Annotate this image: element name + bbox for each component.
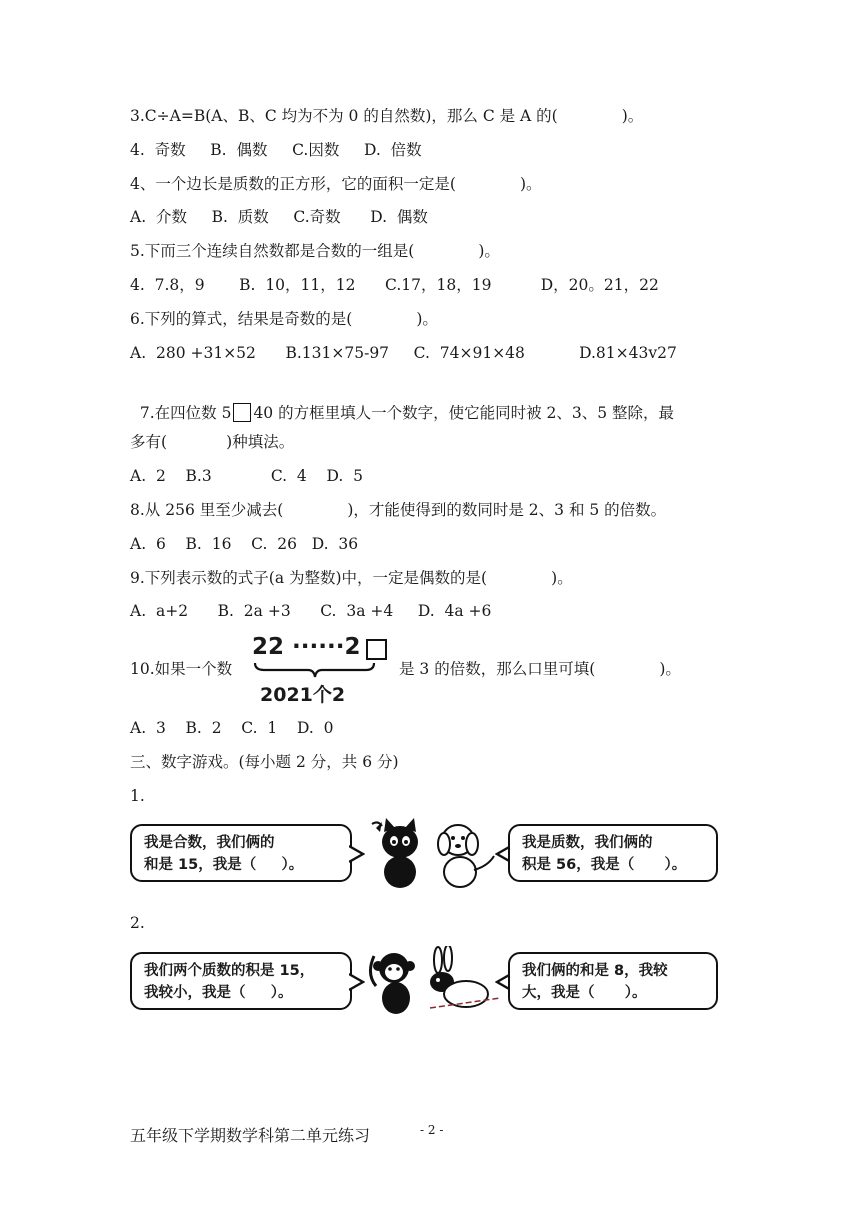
page-number: - 2 - xyxy=(420,1123,444,1137)
bubble-tail-left-2 xyxy=(349,972,365,992)
question-8: 8.从 256 里至少减去( )，才能使得到的数同时是 2、3 和 5 的倍数。 xyxy=(130,501,667,519)
question-7-part-a: 7.在四位数 5 xyxy=(139,404,232,422)
game-panel-1 xyxy=(130,818,718,890)
question-6: 6.下列的算式，结果是奇数的是( )。 xyxy=(130,310,438,328)
question-9-options: A. a+2 B. 2a +3 C. 3a +4 D. 4a +6 xyxy=(130,602,492,620)
question-7-continued: 多有( )种填法。 xyxy=(130,433,295,451)
question-3: 3.C÷A=B(A、B、C 均为不为 0 的自然数)，那么 C 是 A 的( )。 xyxy=(130,107,644,125)
bubble-tail-left xyxy=(349,844,365,864)
question-7-part-b: 40 的方框里填人一个数字，使它能同时被 2、3、5 整除，最 xyxy=(253,404,675,422)
item-2-label: 2. xyxy=(130,914,145,932)
question-8-options: A. 6 B. 16 C. 26 D. 36 xyxy=(130,535,359,553)
expression-count: 2021个2 xyxy=(260,684,346,706)
speech-bubble-rabbit: 我们俩的和是 8，我较 大，我是（ ）。 xyxy=(508,952,718,1010)
question-6-options: A. 280 +31×52 B.131×75-97 C. 74×91×48 D.81×43v27 xyxy=(130,344,677,362)
speech-bubble-monkey: 我们两个质数的积是 15， 我较小，我是（ ）。 xyxy=(130,952,352,1010)
monkey-icon xyxy=(366,946,426,1018)
rabbit-icon xyxy=(420,946,500,1018)
question-5: 5.下而三个连续自然数都是合数的一组是( )。 xyxy=(130,242,500,260)
speech-bubble-cat: 我是合数，我们俩的 和是 15，我是（ ）。 xyxy=(130,824,352,882)
expression-digits: 22 ······2 xyxy=(252,634,361,660)
question-9: 9.下列表示数的式子(a 为整数)中，一定是偶数的是( )。 xyxy=(130,569,573,587)
dog-icon xyxy=(432,818,502,890)
question-5-options: 4. 7.8，9 B. 10，11，12 C.17，18，19 D，20。21，22 xyxy=(130,276,659,294)
question-7-options: A. 2 B.3 C. 4 D. 5 xyxy=(130,467,364,485)
answer-box xyxy=(233,403,251,422)
cat-icon xyxy=(368,818,428,890)
question-3-options: 4. 奇数 B. 偶数 C.因数 D. 倍数 xyxy=(130,141,422,159)
expression-box xyxy=(366,639,387,660)
brace-icon xyxy=(252,661,377,679)
question-10-part-a: 10.如果一个数 xyxy=(130,660,233,678)
question-4-options: A. 介数 B. 质数 C.奇数 D. 偶数 xyxy=(130,208,428,226)
question-4: 4、一个边长是质数的正方形，它的面积一定是( )。 xyxy=(130,175,542,193)
footer-title: 五年级下学期数学科第二单元练习 xyxy=(130,1126,371,1145)
section-3-title: 三、数字游戏。(每小题 2 分，共 6 分) xyxy=(130,753,399,771)
question-10-part-b: 是 3 的倍数，那么口里可填( )。 xyxy=(399,660,681,678)
game-panel-2 xyxy=(130,946,718,1018)
question-10-options: A. 3 B. 2 C. 1 D. 0 xyxy=(130,719,334,737)
speech-bubble-dog: 我是质数，我们俩的 积是 56，我是（ ）。 xyxy=(508,824,718,882)
number-expression xyxy=(252,634,392,706)
question-7 xyxy=(130,383,674,423)
item-1-label: 1. xyxy=(130,787,145,805)
